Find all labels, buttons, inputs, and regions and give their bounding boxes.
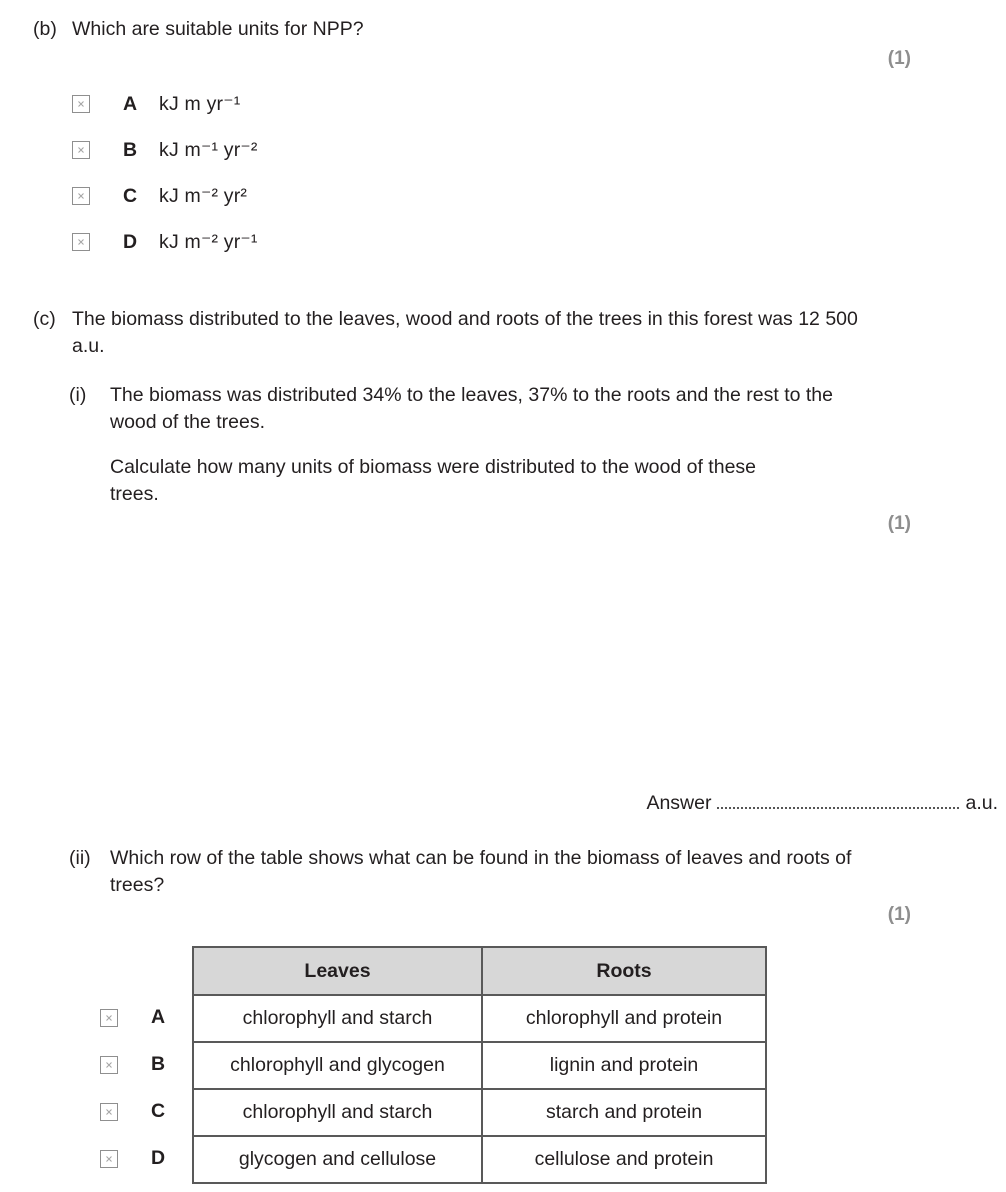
- cross-icon: [76, 99, 86, 109]
- question-b-text: Which are suitable units for NPP?: [72, 18, 364, 40]
- table-row-a: [193, 995, 766, 1042]
- table-option-b-letter: B: [151, 1053, 166, 1075]
- table-option-c-letter: C: [151, 1100, 166, 1122]
- question-c-label: (c): [33, 308, 56, 330]
- table-cell-roots: starch and protein: [482, 1089, 766, 1136]
- option-a-letter: A: [123, 92, 138, 115]
- table-cell-leaves: chlorophyll and glycogen: [193, 1042, 482, 1089]
- table-option-b-checkbox[interactable]: [100, 1056, 118, 1074]
- option-b-letter: B: [123, 138, 138, 161]
- table-header-leaves: Leaves: [193, 947, 482, 995]
- table-option-d: [100, 1135, 192, 1182]
- table-row-d: [193, 1136, 766, 1183]
- question-c-ii-marks: (1): [887, 904, 911, 925]
- option-d-checkbox[interactable]: [72, 233, 90, 251]
- question-b: [33, 16, 998, 43]
- option-c-checkbox[interactable]: [72, 187, 90, 205]
- table-option-d-letter: D: [151, 1147, 166, 1169]
- option-d-unit: kJ m⁻² yr⁻¹: [159, 231, 258, 253]
- option-row-a: [72, 92, 998, 116]
- option-a-unit: kJ m yr⁻¹: [159, 93, 241, 115]
- question-c-i-instruction: Calculate how many units of biomass were distributed to the wood of these trees.: [110, 456, 757, 505]
- question-c-i-label: (i): [69, 384, 87, 406]
- answer-table: [192, 946, 767, 1184]
- table-cell-leaves: chlorophyll and starch: [193, 1089, 482, 1136]
- table-options-rail: [100, 946, 192, 1182]
- cross-icon: [104, 1154, 114, 1164]
- cross-icon: [104, 1060, 114, 1070]
- option-d-letter: D: [123, 230, 138, 253]
- table-option-a-checkbox[interactable]: [100, 1009, 118, 1027]
- answer-label: Answer: [646, 792, 712, 814]
- option-row-d: [72, 230, 998, 254]
- question-c-i: [69, 382, 998, 436]
- table-option-c-checkbox[interactable]: [100, 1103, 118, 1121]
- option-a-checkbox[interactable]: [72, 95, 90, 113]
- cross-icon: [104, 1013, 114, 1023]
- table-option-a-letter: A: [151, 1006, 166, 1028]
- table-header-roots: Roots: [482, 947, 766, 995]
- option-b-checkbox[interactable]: [72, 141, 90, 159]
- table-cell-roots: chlorophyll and protein: [482, 995, 766, 1042]
- cross-icon: [104, 1107, 114, 1117]
- option-c-letter: C: [123, 184, 138, 207]
- option-row-b: [72, 138, 998, 162]
- table-row-b: [193, 1042, 766, 1089]
- rail-spacer: [100, 946, 192, 994]
- option-b-unit: kJ m⁻¹ yr⁻²: [159, 139, 258, 161]
- question-c-ii-text: Which row of the table shows what can be found in the biomass of leaves and roots of trees?: [110, 847, 852, 896]
- question-b-marks: (1): [887, 48, 911, 69]
- table-cell-leaves: chlorophyll and starch: [193, 995, 482, 1042]
- table-cell-leaves: glycogen and cellulose: [193, 1136, 482, 1183]
- answer-unit: a.u.: [965, 792, 998, 814]
- question-b-options: [72, 92, 998, 254]
- question-b-label: (b): [33, 18, 57, 40]
- table-cell-roots: lignin and protein: [482, 1042, 766, 1089]
- question-c-ii-label: (ii): [69, 847, 91, 869]
- cross-icon: [76, 237, 86, 247]
- answer-line: [33, 789, 998, 817]
- question-c: [33, 306, 998, 360]
- table-option-d-checkbox[interactable]: [100, 1150, 118, 1168]
- table-cell-roots: cellulose and protein: [482, 1136, 766, 1183]
- option-c-unit: kJ m⁻² yr²: [159, 185, 248, 207]
- answer-table-section: [100, 946, 998, 1184]
- table-option-a: [100, 994, 192, 1041]
- question-c-i-marks: (1): [887, 513, 911, 534]
- answer-input-line[interactable]: [717, 789, 959, 809]
- table-header-row: [193, 947, 766, 995]
- question-c-ii: [69, 845, 998, 899]
- question-c-i-text: The biomass was distributed 34% to the leaves, 37% to the roots and the rest to the wood of the trees.: [110, 384, 833, 433]
- table-option-b: [100, 1041, 192, 1088]
- cross-icon: [76, 145, 86, 155]
- table-row-c: [193, 1089, 766, 1136]
- table-option-c: [100, 1088, 192, 1135]
- option-row-c: [72, 184, 998, 208]
- question-c-text: The biomass distributed to the leaves, wood and roots of the trees in this forest was 12 500 a.u.: [72, 308, 858, 357]
- cross-icon: [76, 191, 86, 201]
